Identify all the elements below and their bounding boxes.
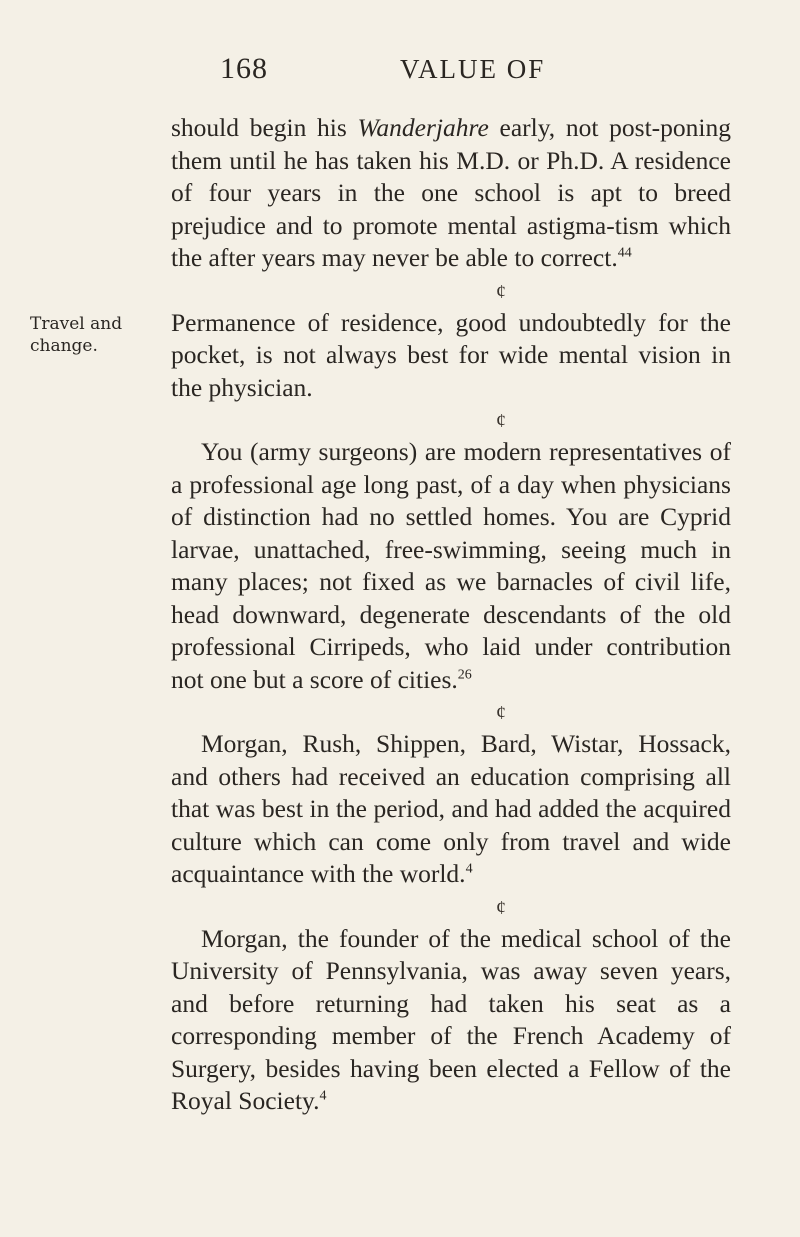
- margin-note: [30, 313, 165, 357]
- paragraph-1: [171, 112, 731, 275]
- section-separator-mark: ¢: [496, 896, 506, 919]
- footnote-ref-4: 4: [465, 861, 473, 877]
- paragraph-3-text: You (army surgeons) are modern representatives of a professional age long past, of a day when physicians of distinction had no settled homes. You are Cyprid larvae, unattached, free-swimming, seeing much in many places; not fixed as we barnacles of civil life, head downward, degenerate descendants of the old professional Cirripeds, who laid under contribution not one but a score of cities.: [171, 437, 731, 694]
- section-separator-mark: ¢: [496, 702, 506, 724]
- section-separator-mark: ¢: [496, 410, 506, 432]
- paragraph-1-italic: Wanderjahre: [357, 113, 489, 142]
- footnote-ref-4: 4: [319, 1088, 327, 1104]
- paragraph-2: Permanence of residence, good undoubtedly for the pocket, is not always best for wide mental vision in the physician.: [171, 307, 731, 402]
- paragraph-5-text: Morgan, the founder of the medical school of the University of Pennsylvania, was away seven years, and before returning had taken his seat as a corresponding member of the French Academy of Surgery, besides having been elected a Fellow of the Royal Society.: [171, 923, 731, 1115]
- paragraph-3: [171, 436, 731, 696]
- paragraph-5: [171, 923, 731, 1118]
- running-title: VALUE OF: [400, 54, 546, 84]
- paragraph-4: [171, 728, 731, 891]
- footnote-ref-26: 26: [457, 667, 472, 682]
- body-text: [171, 112, 731, 1118]
- footnote-ref-44: 44: [617, 245, 632, 261]
- paragraph-4-text: Morgan, Rush, Shippen, Bard, Wistar, Hossack, and others had received an education comprising all that was best in the period, and had added the acquired culture which can come only from travel and wide acquaintance with the world.: [171, 729, 731, 888]
- page-number: 168: [220, 52, 268, 85]
- paragraph-1-text-a: should begin his: [171, 113, 358, 142]
- margin-note-line-1: Travel and: [30, 314, 123, 334]
- section-separator-mark: ¢: [496, 280, 506, 303]
- margin-note-line-2: change.: [30, 336, 98, 356]
- paragraph-1-text-b: early, not post-poning them until he has taken his M.D. or Ph.D. A residence of four years in the one school is apt to breed prejudice and to promote mental astigma-tism which the after years may never be able to correct.: [171, 113, 731, 272]
